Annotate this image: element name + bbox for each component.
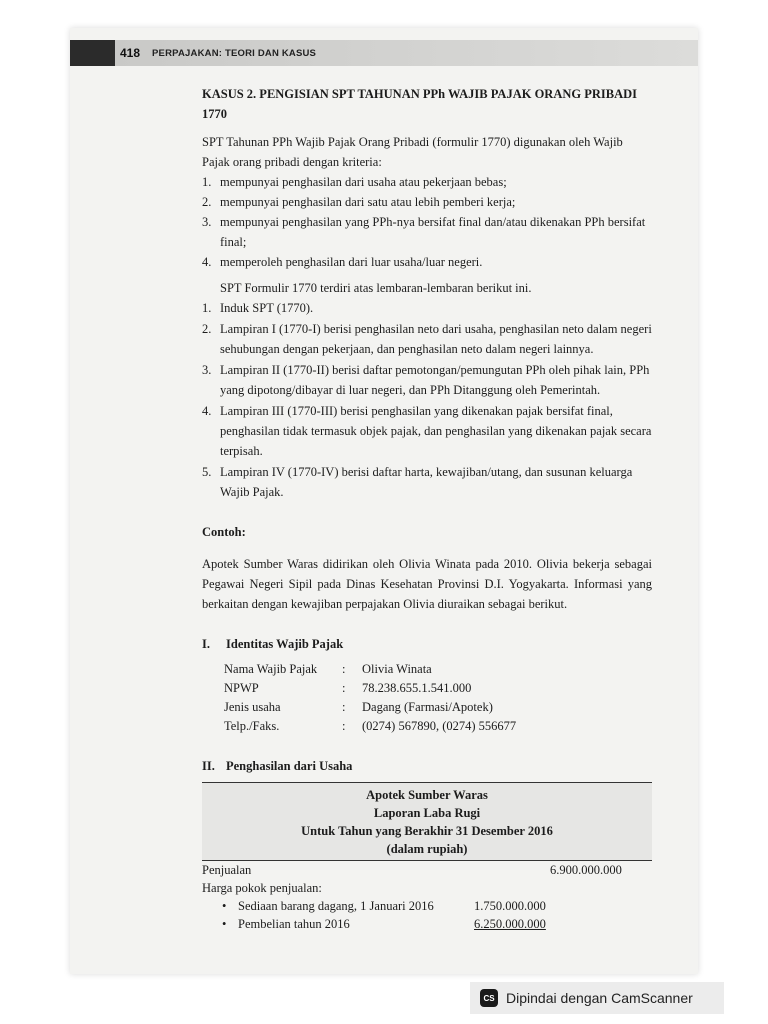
bullet-icon: • — [222, 917, 227, 931]
item-number: 3. — [202, 363, 212, 377]
table-row — [224, 717, 516, 736]
colon: : — [342, 662, 346, 676]
field-value: 78.238.655.1.541.000 — [362, 681, 472, 695]
table-row — [224, 698, 516, 717]
list-item — [202, 319, 652, 359]
section-title: Identitas Wajib Pajak — [226, 637, 344, 651]
page-number: 418 — [120, 46, 141, 60]
item-number: 1. — [202, 175, 212, 189]
list-item — [202, 192, 652, 212]
sales-label: Penjualan — [202, 863, 252, 877]
colon: : — [342, 681, 346, 695]
list-item — [202, 298, 652, 318]
list-item — [202, 212, 652, 252]
example-paragraph: Apotek Sumber Waras didirikan oleh Olivia Winata pada 2010. Olivia bekerja sebagai Pegawai Negeri Sipil pada Dinas Kesehatan Provinsi D.I. Yogyakarta. Informasi yang berkaitan dengan kewajiban perpajakan Olivia diuraikan sebagai berikut. — [202, 557, 652, 611]
field-label: Jenis usaha — [224, 700, 281, 714]
item-number: 2. — [202, 195, 212, 209]
field-value: Dagang (Farmasi/Apotek) — [362, 700, 493, 714]
report-header — [202, 782, 652, 861]
table-row — [224, 660, 516, 679]
item-text: memperoleh penghasilan dari luar usaha/luar negeri. — [220, 255, 483, 269]
item-number: 3. — [202, 215, 212, 229]
purchase-value: 6.250.000.000 — [474, 917, 546, 931]
bullet-icon: • — [222, 899, 227, 913]
section-number: II. — [202, 759, 215, 773]
camscanner-logo-icon: CS — [480, 989, 498, 1007]
item-number: 4. — [202, 255, 212, 269]
item-text: Lampiran II (1770-II) berisi daftar pemotongan/pemungutan PPh oleh pihak lain, PPh yang dipotong/dibayar di luar negeri, dan PPh Ditanggung oleh Pemerintah. — [220, 363, 650, 397]
item-text: Lampiran IV (1770-IV) berisi daftar harta, kewajiban/utang, dan susunan keluarga Wajib Pajak. — [220, 465, 633, 499]
identity-table — [224, 660, 516, 736]
field-label: NPWP — [224, 681, 259, 695]
section-identity-heading — [202, 634, 652, 654]
item-number: 4. — [202, 404, 212, 418]
book-title: PERPAJAKAN: TEORI DAN KASUS — [152, 48, 317, 59]
item-number: 2. — [202, 322, 212, 336]
colon: : — [342, 700, 346, 714]
table-row — [202, 915, 652, 933]
report-unit: (dalam rupiah) — [386, 842, 468, 856]
parts-list — [202, 298, 652, 502]
list-item — [202, 401, 652, 461]
income-statement — [202, 861, 652, 933]
section-income-heading — [202, 756, 652, 776]
field-value: (0274) 567890, (0274) 556677 — [362, 719, 517, 733]
report-period: Untuk Tahun yang Berakhir 31 Desember 2016 — [301, 824, 553, 838]
item-number: 1. — [202, 301, 212, 315]
section-number: I. — [202, 637, 210, 651]
cogs-label: Harga pokok penjualan: — [202, 881, 322, 895]
inventory-value: 1.750.000.000 — [474, 899, 546, 913]
case-title: KASUS 2. PENGISIAN SPT TAHUNAN PPh WAJIB PAJAK ORANG PRIBADI 1770 — [202, 87, 638, 121]
list-item — [202, 462, 652, 502]
criteria-list — [202, 172, 652, 272]
item-text: mempunyai penghasilan dari satu atau lebih pemberi kerja; — [220, 195, 516, 209]
table-row — [202, 861, 652, 879]
intro-paragraph: SPT Tahunan PPh Wajib Pajak Orang Pribadi (formulir 1770) digunakan oleh Wajib Pajak orang pribadi dengan kriteria: — [202, 135, 623, 169]
structure-intro: SPT Formulir 1770 terdiri atas lembaran-lembaran berikut ini. — [220, 281, 532, 295]
colon: : — [342, 719, 346, 733]
section-title: Penghasilan dari Usaha — [226, 759, 353, 773]
item-number: 5. — [202, 465, 212, 479]
list-item — [202, 360, 652, 400]
camscanner-watermark — [470, 982, 724, 1014]
item-text: mempunyai penghasilan dari usaha atau pekerjaan bebas; — [220, 175, 507, 189]
camscanner-label: Dipindai dengan CamScanner — [506, 990, 693, 1006]
table-row — [202, 897, 652, 915]
item-text: Lampiran I (1770-I) berisi penghasilan neto dari usaha, penghasilan neto dalam negeri sehubungan dengan pekerjaan, dan penghasilan neto dalam negeri lainnya. — [220, 322, 652, 356]
report-company: Apotek Sumber Waras — [366, 788, 488, 802]
purchase-label: Pembelian tahun 2016 — [238, 917, 350, 931]
item-text: mempunyai penghasilan yang PPh-nya bersifat final dan/atau dikenakan PPh bersifat final; — [220, 215, 646, 249]
inventory-label: Sediaan barang dagang, 1 Januari 2016 — [238, 899, 434, 913]
report-title: Laporan Laba Rugi — [373, 806, 481, 820]
field-label: Telp./Faks. — [224, 719, 280, 733]
item-text: Lampiran III (1770-III) berisi penghasilan yang dikenakan pajak bersifat final, penghasilan tidak termasuk objek pajak, dan penghasilan yang dikenakan pajak secara terpisah. — [220, 404, 652, 458]
page-content — [202, 84, 652, 933]
example-heading: Contoh: — [202, 525, 246, 539]
item-text: Induk SPT (1770). — [220, 301, 314, 315]
table-row — [224, 679, 516, 698]
table-row — [202, 879, 652, 897]
field-label: Nama Wajib Pajak — [224, 662, 318, 676]
field-value: Olivia Winata — [362, 662, 432, 676]
sales-value: 6.900.000.000 — [550, 863, 622, 877]
list-item — [202, 172, 652, 192]
list-item — [202, 252, 652, 272]
